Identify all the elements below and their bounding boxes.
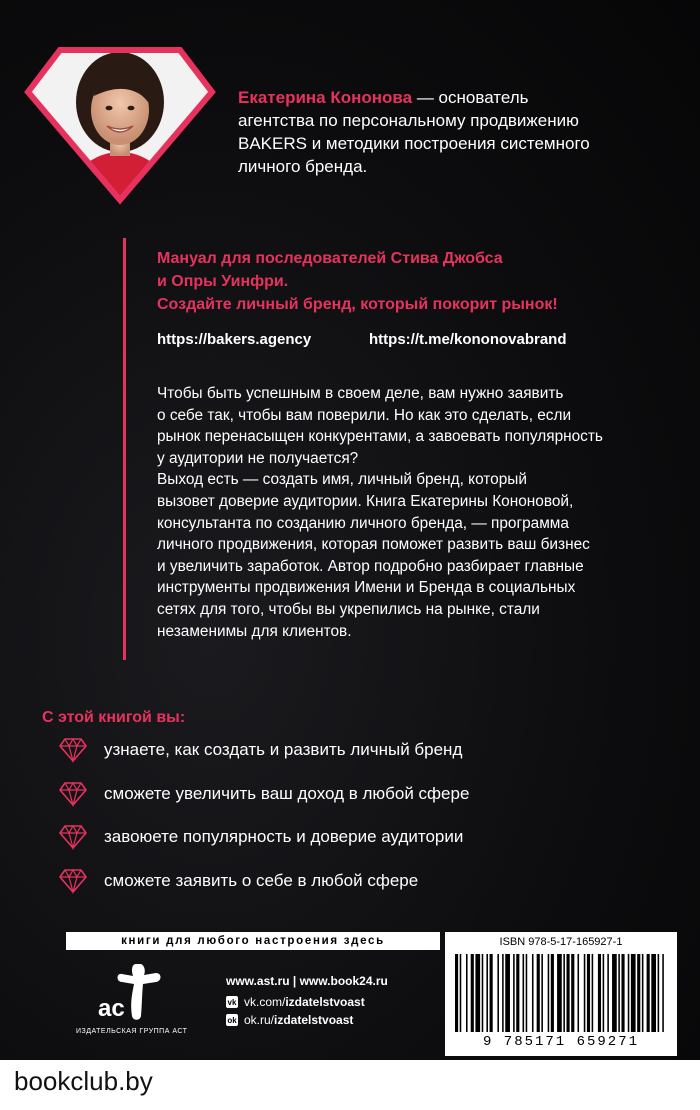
benefit-text: узнаете, как создать и развить личный бренд <box>104 740 463 759</box>
links-row <box>157 331 677 351</box>
barcode-bar <box>551 954 554 1032</box>
description <box>157 383 627 642</box>
author-bio-line-1: — основатель <box>412 88 529 107</box>
description-line: незаменимы для клиентов. <box>157 622 352 640</box>
tagline-line: и Опры Уинфри. <box>157 273 289 290</box>
barcode-bar <box>482 954 484 1032</box>
barcode-bar <box>651 954 656 1032</box>
svg-text:ac: ac <box>98 995 125 1022</box>
tagline-line: Мануал для последователей Стива Джобса <box>157 250 503 267</box>
barcode-bar <box>513 954 515 1032</box>
vk-icon: vk <box>227 997 237 1007</box>
tagline <box>157 247 677 316</box>
barcode-bar <box>584 954 586 1032</box>
barcode-bar <box>486 954 488 1032</box>
barcode-bar <box>603 954 605 1032</box>
publisher-slogan: книги для любого настроения здесь <box>66 932 440 950</box>
barcode-bar <box>490 954 493 1032</box>
diamond-icon <box>58 824 88 850</box>
benefit-item <box>58 865 658 897</box>
barcode-bar <box>607 954 609 1032</box>
barcode-digits: 9 785171 659271 <box>482 1034 640 1050</box>
barcode-bar <box>471 954 474 1032</box>
author-bio <box>238 86 678 178</box>
barcode-bar <box>621 954 624 1032</box>
ok-prefix: ok.ru/ <box>244 1013 275 1027</box>
telegram-link[interactable]: https://t.me/kononovabrand <box>369 331 567 348</box>
description-line: сетях для того, чтобы вы укрепились на рынке, стали <box>157 600 540 618</box>
publisher-caption: ИЗДАТЕЛЬСКАЯ ГРУППА АСТ <box>76 1028 188 1035</box>
watermark: bookclub.by <box>14 1066 153 1096</box>
author-portrait-diamond <box>22 44 218 206</box>
ast-logo-icon <box>96 962 166 1022</box>
diamond-icon <box>58 868 88 894</box>
barcode-bar <box>557 954 562 1032</box>
ok-link[interactable] <box>226 1012 353 1028</box>
description-line: консультанта по созданию личного бренда, — программа <box>157 514 569 532</box>
barcode-bar <box>628 954 630 1032</box>
author-bio-line-2: агентства по персональному продвижению <box>238 111 579 130</box>
barcode-bar <box>577 954 579 1032</box>
publisher-panel <box>66 932 442 1048</box>
barcode-bar <box>637 954 640 1032</box>
description-line: Чтобы быть успешным в своем деле, вам нужно заявить <box>157 385 564 402</box>
barcode-icon <box>455 954 667 1032</box>
vk-link[interactable] <box>226 994 365 1010</box>
vk-handle: izdatelstvoast <box>285 995 365 1009</box>
barcode-bar <box>563 954 565 1032</box>
barcode-bar <box>502 954 504 1032</box>
author-bio-line-4: личного бренда. <box>238 157 368 176</box>
vk-prefix: vk.com/ <box>244 995 286 1009</box>
barcode-bar <box>537 954 540 1032</box>
barcode-bar <box>631 954 636 1032</box>
barcode-bar <box>658 954 660 1032</box>
description-line: Выход есть — создать имя, личный бренд, который <box>157 471 527 489</box>
isbn-text: ISBN 978-5-17-165927-1 <box>499 936 623 948</box>
barcode-bar <box>642 954 644 1032</box>
publisher-websites[interactable]: www.ast.ru | www.book24.ru <box>226 974 388 988</box>
benefit-item <box>58 734 658 766</box>
benefit-text: сможете увеличить ваш доход в любой сфере <box>104 784 470 803</box>
barcode-bar <box>505 954 510 1032</box>
diamond-icon <box>58 781 88 807</box>
ok-handle: izdatelstvoast <box>274 1013 354 1027</box>
barcode-bar <box>618 954 620 1032</box>
barcode-bar <box>662 954 664 1032</box>
barcode-bar <box>532 954 534 1032</box>
description-line: инструменты продвижения Имени и Бренда в социальных <box>157 579 576 597</box>
tagline-line: Создайте личный бренд, который покорит рынок! <box>157 296 558 313</box>
benefit-text: сможете заявить о себе в любой сфере <box>104 871 419 890</box>
barcode-bar <box>612 954 617 1032</box>
bakers-agency-link[interactable]: https://bakers.agency <box>157 331 312 348</box>
description-line: у аудитории не получается? <box>157 449 359 467</box>
benefits-heading: С этой книгой вы: <box>42 709 186 726</box>
barcode-box <box>445 932 677 1056</box>
author-bio-line-3: BAKERS и методики построения системного <box>238 134 590 153</box>
barcode-bar <box>466 954 468 1032</box>
barcode-bar <box>587 954 590 1032</box>
barcode-bar <box>592 954 594 1032</box>
ok-icon: ok <box>227 1015 237 1025</box>
ast-logo <box>76 962 186 1036</box>
description-line: и увеличить заработок. Автор подробно разбирает главные <box>157 557 584 575</box>
description-line: вызовет доверие аудитории. Книга Екатерины Кононовой, <box>157 492 574 510</box>
benefit-item <box>58 778 658 810</box>
barcode-bar <box>516 954 519 1032</box>
barcode-bar <box>475 954 480 1032</box>
diamond-icon <box>58 737 88 763</box>
benefit-item <box>58 821 658 853</box>
barcode-bar <box>567 954 570 1032</box>
barcode-bar <box>460 954 462 1032</box>
barcode-bar <box>541 954 543 1032</box>
benefit-text: завоюете популярность и доверие аудитории <box>104 827 464 846</box>
author-name: Екатерина Кононова <box>238 88 413 107</box>
barcode-bar <box>497 954 499 1032</box>
barcode-bar <box>571 954 574 1032</box>
barcode-bar <box>598 954 601 1032</box>
description-line: рынок перенасыщен конкурентами, а завоевать популярность <box>157 428 603 446</box>
barcode-bar <box>526 954 528 1032</box>
accent-divider <box>123 238 126 660</box>
barcode-bar <box>455 954 458 1032</box>
barcode-bar <box>647 954 650 1032</box>
description-line: личного продвижения, которая поможет развить ваш бизнес <box>157 536 590 554</box>
description-line: о себе так, чтобы вам поверили. Но как это сделать, если <box>157 406 572 424</box>
barcode-bar <box>523 954 525 1032</box>
barcode-bar <box>548 954 550 1032</box>
